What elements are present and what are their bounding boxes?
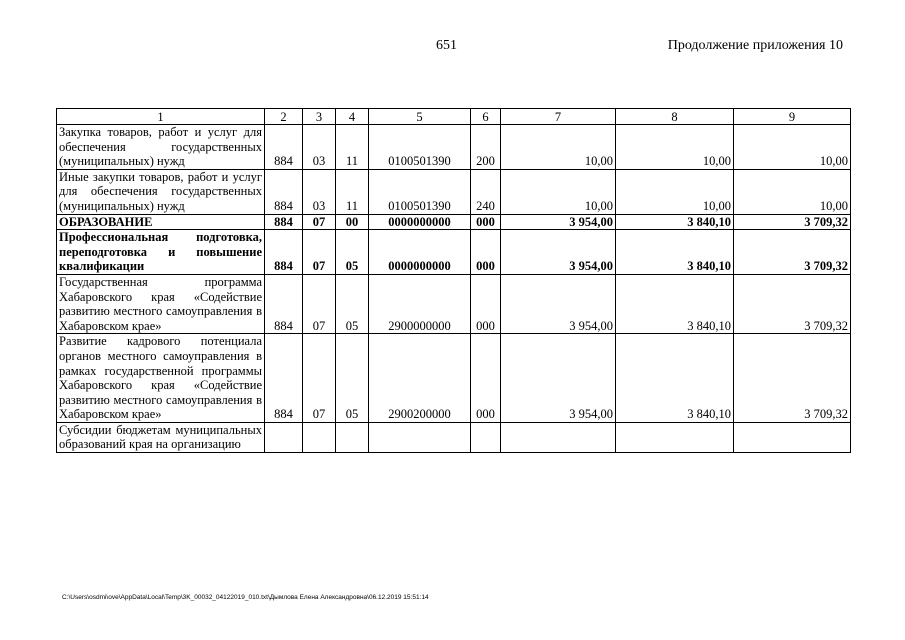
- expense-type: 000: [471, 334, 501, 423]
- amount-year-1: 3 954,00: [501, 214, 616, 230]
- column-header: 3: [303, 109, 336, 125]
- section-code: 07: [303, 230, 336, 275]
- subsection-code: 05: [336, 230, 369, 275]
- table-row: [57, 422, 851, 452]
- section-code: 07: [303, 214, 336, 230]
- amount-year-3: 3 709,32: [734, 214, 851, 230]
- subsection-code: [336, 422, 369, 452]
- row-name: ОБРАЗОВАНИЕ: [57, 214, 265, 230]
- expense-type: 000: [471, 274, 501, 333]
- column-header: 1: [57, 109, 265, 125]
- amount-year-3: 3 709,32: [734, 230, 851, 275]
- table-row: [57, 274, 851, 333]
- amount-year-3: 3 709,32: [734, 334, 851, 423]
- column-header: 7: [501, 109, 616, 125]
- amount-year-2: 3 840,10: [616, 214, 734, 230]
- column-header: 2: [265, 109, 303, 125]
- amount-year-3: 10,00: [734, 169, 851, 214]
- header-row: [57, 109, 851, 125]
- ministry-code: 884: [265, 214, 303, 230]
- amount-year-1: 10,00: [501, 169, 616, 214]
- target-article: 0000000000: [369, 214, 471, 230]
- column-header: 6: [471, 109, 501, 125]
- ministry-code: 884: [265, 230, 303, 275]
- section-code: [303, 422, 336, 452]
- expense-type: 200: [471, 125, 501, 170]
- column-header: 9: [734, 109, 851, 125]
- amount-year-2: 10,00: [616, 169, 734, 214]
- amount-year-2: 3 840,10: [616, 334, 734, 423]
- row-name: Развитие кадрового потенциала органов местного самоуправления в рамках государственной программы Хабаровского края «Содействие развитию местного самоуправления в Хабаровском крае»: [57, 334, 265, 423]
- ministry-code: 884: [265, 169, 303, 214]
- amount-year-3: [734, 422, 851, 452]
- amount-year-1: 3 954,00: [501, 274, 616, 333]
- target-article: 0100501390: [369, 169, 471, 214]
- amount-year-3: 3 709,32: [734, 274, 851, 333]
- row-name: Профессиональная подготовка, переподготовка и повышение квалификации: [57, 230, 265, 275]
- ministry-code: 884: [265, 274, 303, 333]
- section-code: 07: [303, 334, 336, 423]
- target-article: 2900000000: [369, 274, 471, 333]
- target-article: 0000000000: [369, 230, 471, 275]
- table-row: [57, 125, 851, 170]
- section-code: 03: [303, 125, 336, 170]
- ministry-code: 884: [265, 125, 303, 170]
- subsection-code: 05: [336, 274, 369, 333]
- amount-year-1: [501, 422, 616, 452]
- appendix-continuation-note: Продолжение приложения 10: [667, 38, 843, 53]
- table-row: [57, 214, 851, 230]
- table-row: [57, 169, 851, 214]
- amount-year-1: 3 954,00: [501, 334, 616, 423]
- target-article: [369, 422, 471, 452]
- subsection-code: 11: [336, 169, 369, 214]
- row-name: Субсидии бюджетам муниципальных образований края на организацию: [57, 422, 265, 452]
- expense-type: 000: [471, 214, 501, 230]
- file-path-footer: C:\Users\osdmi\ove\AppData\Local\Temp\3K_00032_04122019_010.txt\Дымлова Елена Александровна\06.12.2019 15:51:14: [62, 594, 429, 601]
- target-article: 2900200000: [369, 334, 471, 423]
- ministry-code: 884: [265, 334, 303, 423]
- amount-year-2: 10,00: [616, 125, 734, 170]
- row-name: Государственная программа Хабаровского края «Содействие развитию местного самоуправления в Хабаровском крае»: [57, 274, 265, 333]
- row-name: Иные закупки товаров, работ и услуг для обеспечения государственных (муниципальных) нужд: [57, 169, 265, 214]
- section-code: 07: [303, 274, 336, 333]
- column-header: 4: [336, 109, 369, 125]
- section-code: 03: [303, 169, 336, 214]
- expense-type: [471, 422, 501, 452]
- expense-type: 000: [471, 230, 501, 275]
- amount-year-1: 3 954,00: [501, 230, 616, 275]
- table-row: [57, 334, 851, 423]
- amount-year-1: 10,00: [501, 125, 616, 170]
- column-header: 8: [616, 109, 734, 125]
- target-article: 0100501390: [369, 125, 471, 170]
- amount-year-3: 10,00: [734, 125, 851, 170]
- subsection-code: 00: [336, 214, 369, 230]
- amount-year-2: 3 840,10: [616, 274, 734, 333]
- page-number: 651: [436, 38, 457, 53]
- column-header: 5: [369, 109, 471, 125]
- subsection-code: 11: [336, 125, 369, 170]
- expense-type: 240: [471, 169, 501, 214]
- amount-year-2: 3 840,10: [616, 230, 734, 275]
- row-name: Закупка товаров, работ и услуг для обеспечения государственных (муниципальных) нужд: [57, 125, 265, 170]
- amount-year-2: [616, 422, 734, 452]
- subsection-code: 05: [336, 334, 369, 423]
- table-row: [57, 230, 851, 275]
- budget-table: [56, 108, 851, 453]
- ministry-code: [265, 422, 303, 452]
